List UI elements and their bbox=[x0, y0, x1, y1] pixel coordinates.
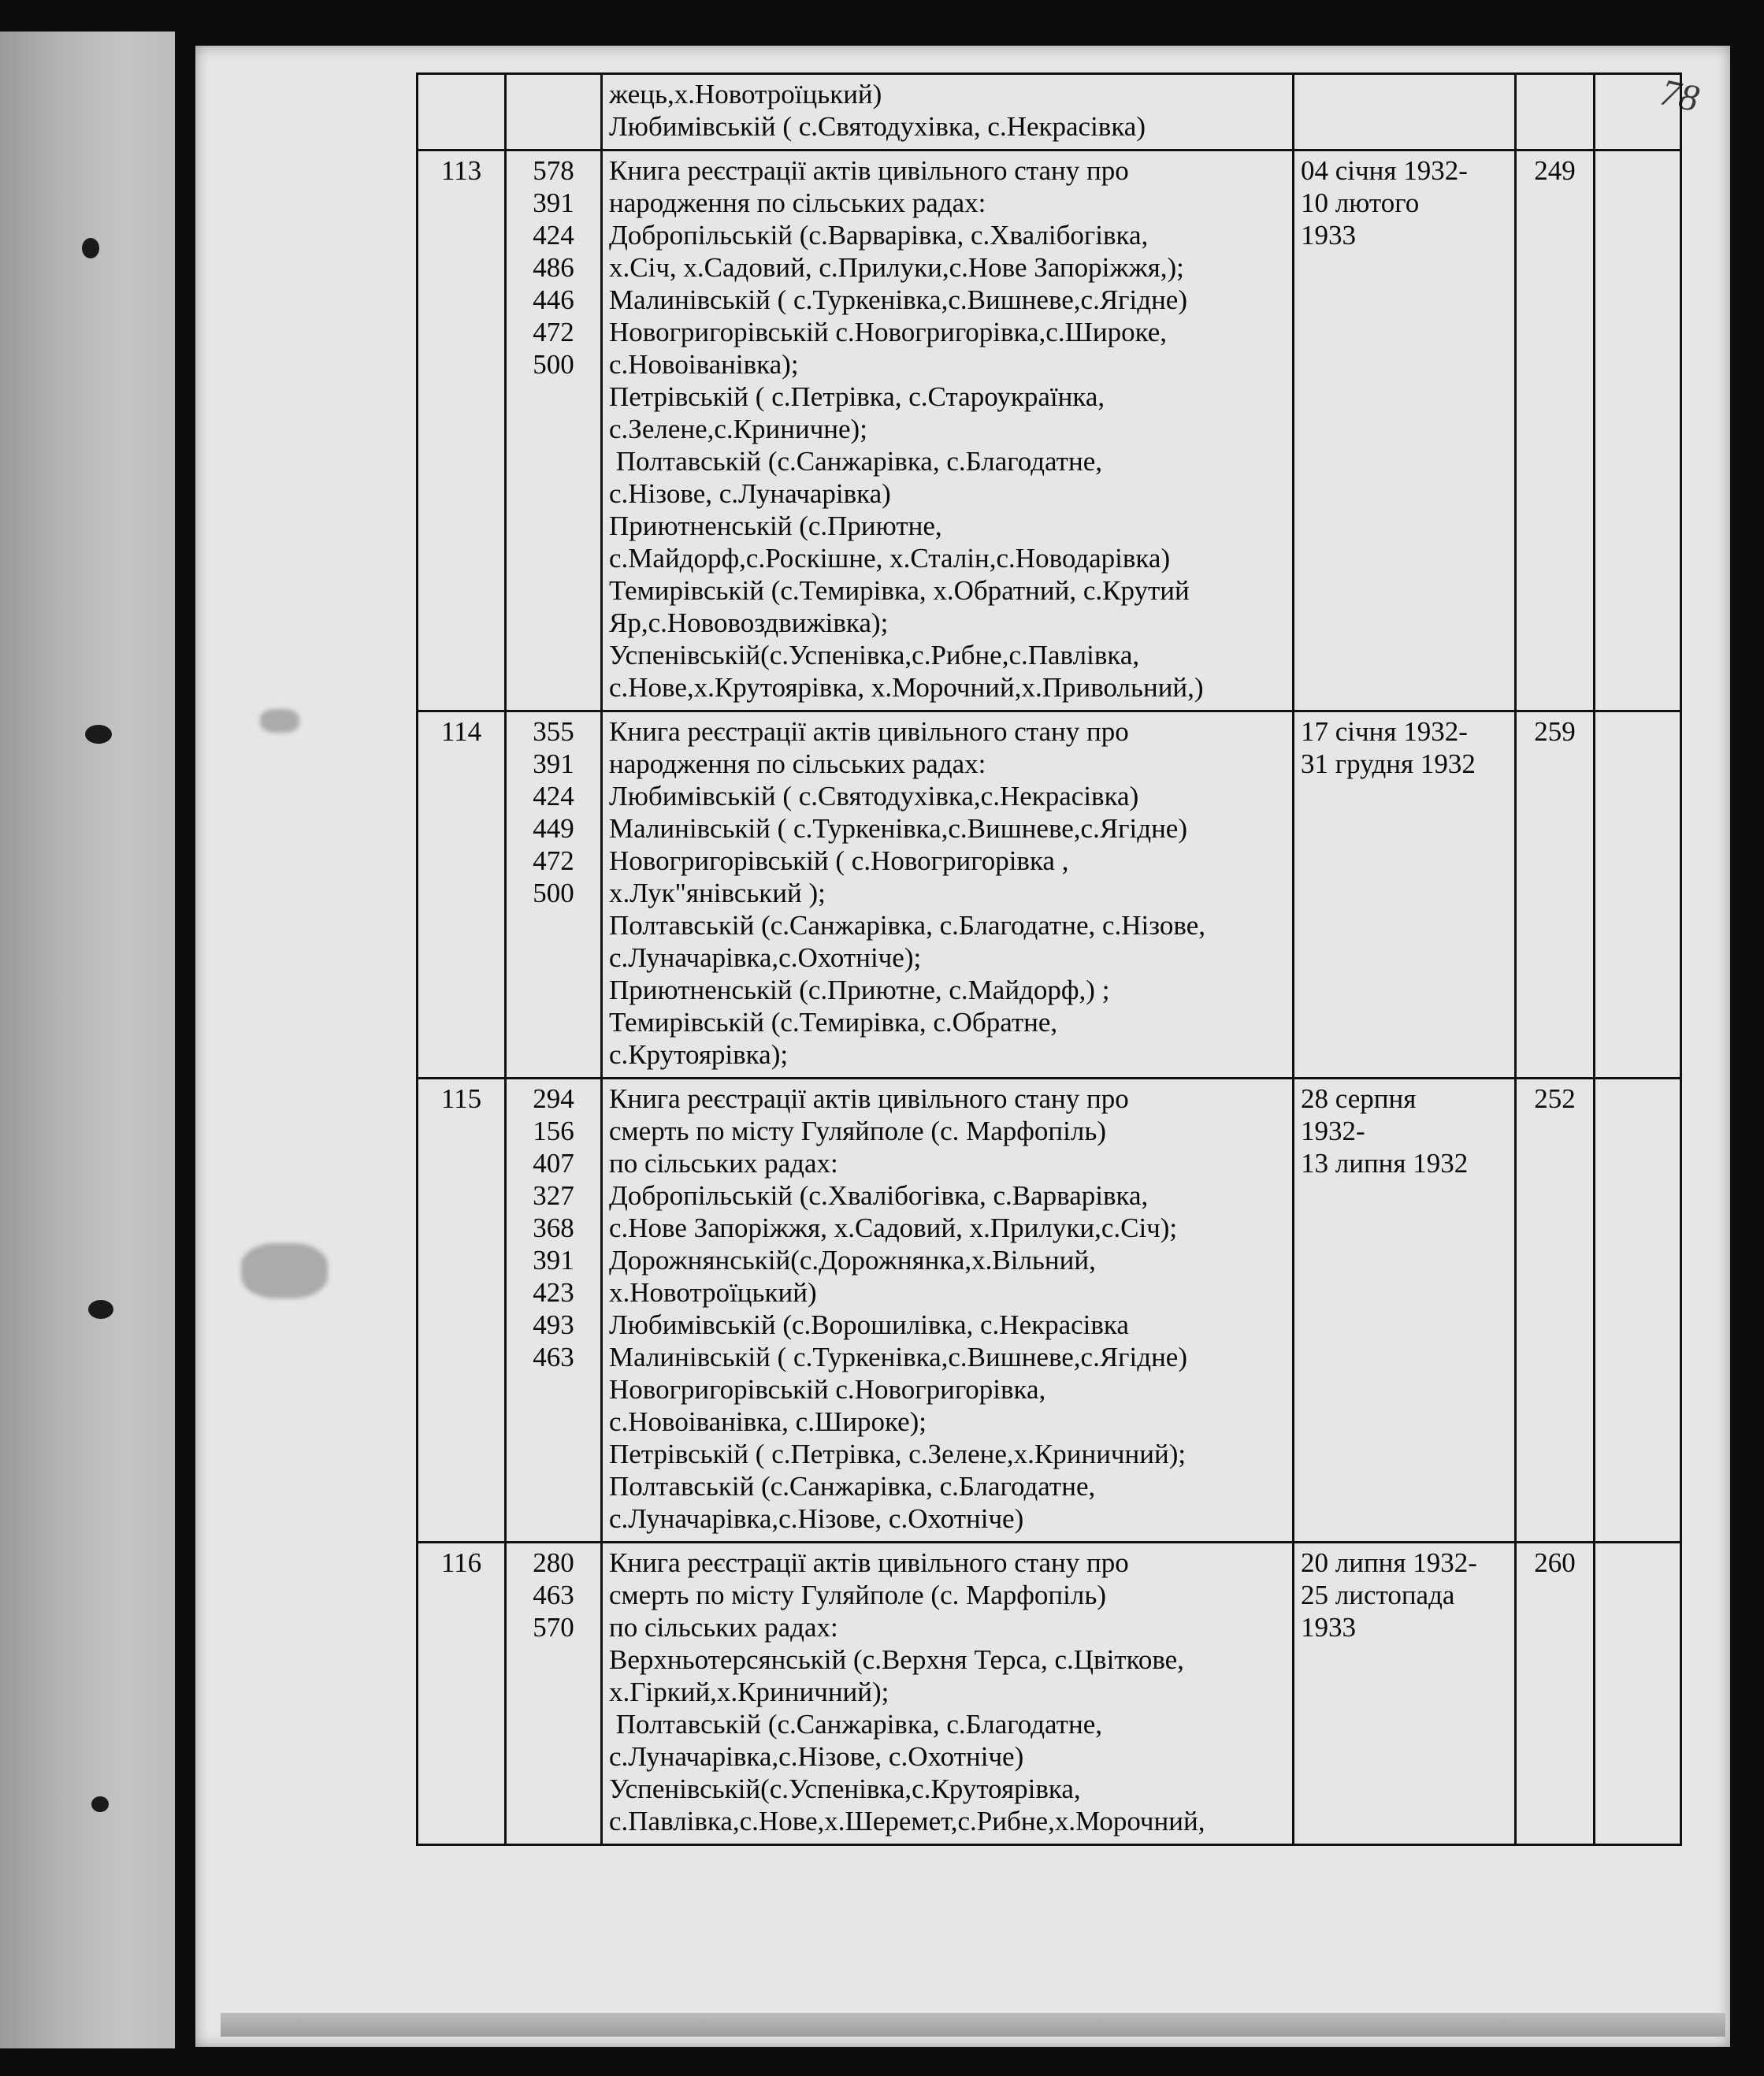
description-line: Приютненській (с.Приютне, с.Майдорф,) ; bbox=[609, 975, 1110, 1005]
description-line: Петрівській ( с.Петрівка, с.Зелене,х.Криничний); bbox=[609, 1439, 1187, 1469]
fund-numbers bbox=[506, 1543, 602, 1845]
description-line: с.Зелене,с.Криничне); bbox=[609, 414, 867, 444]
description-line: Полтавській (с.Санжарівка, с.Благодатне, bbox=[609, 446, 1102, 477]
fund-number: 463 bbox=[533, 1580, 574, 1610]
notes-cell bbox=[1595, 74, 1681, 150]
fund-numbers bbox=[506, 74, 602, 150]
description-line: Новогригорівській с.Новогригорівка,с.Широке, bbox=[609, 317, 1168, 347]
fund-number: 578 bbox=[533, 155, 574, 186]
row-number bbox=[418, 74, 506, 150]
table-row bbox=[418, 1543, 1681, 1845]
date-range bbox=[1294, 711, 1516, 1079]
date-range bbox=[1294, 150, 1516, 711]
description-line: жець,х.Новотроїцький) bbox=[609, 79, 882, 110]
table-row bbox=[418, 150, 1681, 711]
fund-number: 493 bbox=[533, 1309, 574, 1340]
date-line: 13 липня 1932 bbox=[1301, 1148, 1469, 1179]
description-line: с.Нове,х.Крутоярівка, х.Морочний,х.Привольний,) bbox=[609, 672, 1204, 703]
date-range bbox=[1294, 74, 1516, 150]
fund-number: 500 bbox=[533, 878, 574, 908]
record-description bbox=[602, 711, 1294, 1079]
fund-number: 391 bbox=[533, 748, 574, 779]
fund-number: 472 bbox=[533, 317, 574, 347]
record-description bbox=[602, 1079, 1294, 1543]
description-line: Книга реєстрації актів цивільного стану про bbox=[609, 1083, 1129, 1114]
sheet-count: 252 bbox=[1516, 1079, 1595, 1543]
description-line: Малинівській ( с.Туркенівка,с.Вишневе,с.Ягідне) bbox=[609, 284, 1187, 315]
description-line: с.Нізове, с.Луначарівка) bbox=[609, 478, 891, 509]
description-line: Добропільській (с.Хвалібогівка, с.Варварівка, bbox=[609, 1180, 1149, 1211]
fund-number: 407 bbox=[533, 1148, 574, 1179]
description-line: Яр,с.Нововоздвижівка); bbox=[609, 607, 889, 638]
record-description bbox=[602, 150, 1294, 711]
description-line: х.Гіркий,х.Криничний); bbox=[609, 1677, 889, 1707]
date-line: 10 лютого bbox=[1301, 188, 1420, 218]
notes-cell bbox=[1595, 1543, 1681, 1845]
fund-numbers bbox=[506, 150, 602, 711]
notes-cell bbox=[1595, 150, 1681, 711]
description-line: х.Січ, х.Садовий, с.Прилуки,с.Нове Запоріжжя,); bbox=[609, 252, 1184, 283]
description-line: по сільських радах: bbox=[609, 1148, 838, 1179]
fund-number: 391 bbox=[533, 188, 574, 218]
sheet-count bbox=[1516, 74, 1595, 150]
description-line: Новогригорівській с.Новогригорівка, bbox=[609, 1374, 1046, 1405]
description-line: Книга реєстрації актів цивільного стану про bbox=[609, 716, 1129, 747]
description-line: Новогригорівській ( с.Новогригорівка , bbox=[609, 845, 1069, 876]
description-line: с.Луначарівка,с.Нізове, с.Охотніче) bbox=[609, 1741, 1024, 1772]
description-line: Малинівській ( с.Туркенівка,с.Вишневе,с.Ягідне) bbox=[609, 813, 1187, 844]
fund-number: 368 bbox=[533, 1213, 574, 1243]
date-line: 1932- bbox=[1301, 1116, 1365, 1146]
sheet-count: 260 bbox=[1516, 1543, 1595, 1845]
description-line: народження по сільських радах: bbox=[609, 748, 986, 779]
date-line: 20 липня 1932- bbox=[1301, 1547, 1477, 1578]
date-line: 1933 bbox=[1301, 1612, 1356, 1643]
description-line: Темирівській (с.Темирівка, х.Обратний, с.Крутий bbox=[609, 575, 1190, 606]
fund-number: 423 bbox=[533, 1277, 574, 1308]
description-line: х.Новотроїцький) bbox=[609, 1277, 817, 1308]
description-line: Верхньотерсянській (с.Верхня Терса, с.Цвіткове, bbox=[609, 1644, 1184, 1675]
fund-number: 463 bbox=[533, 1342, 574, 1372]
fund-numbers bbox=[506, 711, 602, 1079]
page-bottom-edge bbox=[221, 2013, 1725, 2037]
fund-number: 500 bbox=[533, 349, 574, 380]
table-row bbox=[418, 1079, 1681, 1543]
table-body bbox=[418, 74, 1681, 1845]
fund-number: 486 bbox=[533, 252, 574, 283]
page-number: 78 bbox=[1657, 71, 1703, 121]
description-line: Полтавській (с.Санжарівка, с.Благодатне, bbox=[609, 1709, 1102, 1740]
fund-number: 570 bbox=[533, 1612, 574, 1643]
fund-number: 472 bbox=[533, 845, 574, 876]
row-number: 114 bbox=[418, 711, 506, 1079]
date-line: 31 грудня 1932 bbox=[1301, 748, 1476, 779]
table-row bbox=[418, 711, 1681, 1079]
description-line: Любимівській ( с.Святодухівка,с.Некрасівка) bbox=[609, 781, 1139, 811]
fund-number: 156 bbox=[533, 1116, 574, 1146]
description-line: с.Майдорф,с.Роскішне, х.Сталін,с.Новодарівка) bbox=[609, 543, 1171, 574]
description-line: Добропільській (с.Варварівка, с.Хвалібогівка, bbox=[609, 220, 1149, 251]
description-line: Любимівській (с.Ворошилівка, с.Некрасівка bbox=[609, 1309, 1129, 1340]
punch-hole bbox=[82, 238, 99, 258]
fund-number: 391 bbox=[533, 1245, 574, 1276]
fund-numbers bbox=[506, 1079, 602, 1543]
date-range bbox=[1294, 1543, 1516, 1845]
description-line: Дорожнянській(с.Дорожнянка,х.Вільний, bbox=[609, 1245, 1096, 1276]
date-line: 04 січня 1932- bbox=[1301, 155, 1468, 186]
description-line: Петрівській ( с.Петрівка, с.Староукраїнка, bbox=[609, 381, 1105, 412]
description-line: народження по сільських радах: bbox=[609, 188, 986, 218]
description-line: Темирівській (с.Темирівка, с.Обратне, bbox=[609, 1007, 1058, 1038]
punch-hole bbox=[85, 725, 112, 744]
register-table bbox=[416, 72, 1682, 1846]
description-line: Полтавській (с.Санжарівка, с.Благодатне, с.Нізове, bbox=[609, 910, 1205, 941]
notes-cell bbox=[1595, 711, 1681, 1079]
description-line: х.Лук"янівський ); bbox=[609, 878, 826, 908]
description-line: Полтавській (с.Санжарівка, с.Благодатне, bbox=[609, 1471, 1096, 1502]
fund-number: 424 bbox=[533, 781, 574, 811]
description-line: с.Луначарівка,с.Охотніче); bbox=[609, 942, 922, 973]
description-line: по сільських радах: bbox=[609, 1612, 838, 1643]
sheet-count: 249 bbox=[1516, 150, 1595, 711]
fund-number: 327 bbox=[533, 1180, 574, 1211]
row-number: 115 bbox=[418, 1079, 506, 1543]
record-description bbox=[602, 1543, 1294, 1845]
description-line: Малинівській ( с.Туркенівка,с.Вишневе,с.Ягідне) bbox=[609, 1342, 1187, 1372]
fund-number: 355 bbox=[533, 716, 574, 747]
ink-smudge bbox=[260, 709, 299, 733]
notes-cell bbox=[1595, 1079, 1681, 1543]
fund-number: 280 bbox=[533, 1547, 574, 1578]
date-line: 28 серпня bbox=[1301, 1083, 1417, 1114]
row-number: 116 bbox=[418, 1543, 506, 1845]
description-line: смерть по місту Гуляйполе (с. Марфопіль) bbox=[609, 1116, 1106, 1146]
ink-smudge bbox=[241, 1243, 328, 1298]
sheet-count: 259 bbox=[1516, 711, 1595, 1079]
description-line: Книга реєстрації актів цивільного стану про bbox=[609, 1547, 1129, 1578]
description-line: с.Новоіванівка, с.Широке); bbox=[609, 1406, 927, 1437]
date-line: 25 листопада bbox=[1301, 1580, 1455, 1610]
description-line: Любимівській ( с.Святодухівка, с.Некрасівка) bbox=[609, 111, 1146, 142]
description-line: с.Луначарівка,с.Нізове, с.Охотніче) bbox=[609, 1503, 1024, 1534]
record-description bbox=[602, 74, 1294, 150]
row-number: 113 bbox=[418, 150, 506, 711]
punch-hole bbox=[91, 1796, 109, 1812]
description-line: с.Новоіванівка); bbox=[609, 349, 799, 380]
description-line: с.Павлівка,с.Нове,х.Шеремет,с.Рибне,х.Морочний, bbox=[609, 1806, 1205, 1836]
date-line: 1933 bbox=[1301, 220, 1356, 251]
date-line: 17 січня 1932- bbox=[1301, 716, 1468, 747]
table-row bbox=[418, 74, 1681, 150]
fund-number: 446 bbox=[533, 284, 574, 315]
fund-number: 449 bbox=[533, 813, 574, 844]
description-line: Успенівській(с.Успенівка,с.Рибне,с.Павлівка, bbox=[609, 640, 1140, 670]
description-line: Успенівській(с.Успенівка,с.Крутоярівка, bbox=[609, 1773, 1081, 1804]
description-line: Приютненській (с.Приютне, bbox=[609, 511, 942, 541]
date-range bbox=[1294, 1079, 1516, 1543]
description-line: смерть по місту Гуляйполе (с. Марфопіль) bbox=[609, 1580, 1106, 1610]
description-line: с.Крутоярівка); bbox=[609, 1039, 789, 1070]
binding-strip bbox=[0, 32, 175, 2048]
description-line: с.Нове Запоріжжя, х.Садовий, х.Прилуки,с.Січ); bbox=[609, 1213, 1178, 1243]
description-line: Книга реєстрації актів цивільного стану про bbox=[609, 155, 1129, 186]
fund-number: 294 bbox=[533, 1083, 574, 1114]
punch-hole bbox=[88, 1300, 113, 1319]
fund-number: 424 bbox=[533, 220, 574, 251]
